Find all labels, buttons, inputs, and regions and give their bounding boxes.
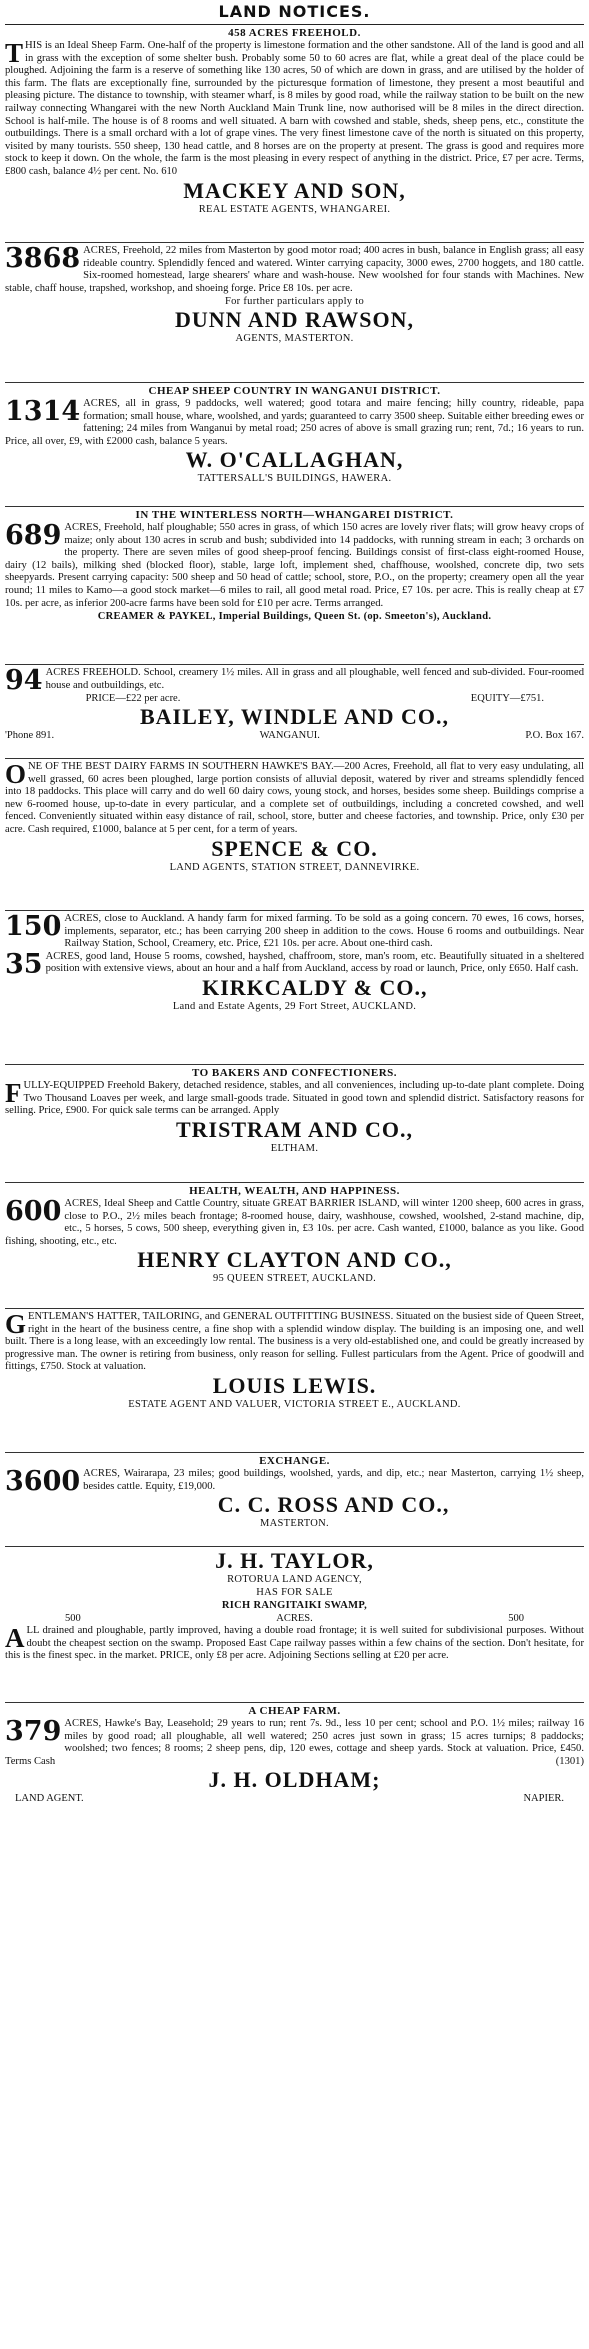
town: WANGANUI. (259, 730, 320, 742)
ad-body: ACRES, Ideal Sheep and Cattle Country, situate GREAT BARRIER ISLAND, will winter 1200 sheep, 600 acres in grass, close to P.O., 2½ miles beach frontage; 8-roomed house, dairy, washhouse, cowshed, woolshed, 2-stand machine, dip, etc., 5 horses, 5 cows, 500 sheep, everything given in, £3 10s. per acre. Cash wanted, £1000, balance as you like. Good fishing, shooting, etc., etc. (5, 1198, 584, 1247)
section-header: LAND NOTICES. (5, 0, 584, 25)
acreage-number: 150 (5, 911, 62, 942)
agent-address: AGENTS, MASTERTON. (235, 333, 354, 345)
acres-label: ACRES. (276, 1613, 313, 1624)
ad-kirkcaldy (5, 911, 584, 1065)
phone: 'Phone 891. (5, 730, 55, 742)
acreage-number: 94 (5, 665, 43, 696)
agent-name: DUNN AND RAWSON, (174, 307, 415, 333)
drop-cap: F (5, 1078, 22, 1108)
agent-address: Land and Estate Agents, 29 Fort Street, AUCKLAND. (172, 1000, 417, 1012)
agent-address: ELTHAM. (270, 1142, 319, 1154)
ad-caption: 458 ACRES FREEHOLD. (228, 27, 361, 39)
ad-body: NE OF THE BEST DAIRY FARMS IN SOUTHERN HAWKE'S BAY.—200 Acres, Freehold, all flat to very easy undulating, all well grassed, 60 acres been ploughed, large portion consists of alluvial deposit, watered by river and streams splendidly fenced into 18 paddocks. This place will carry and do well 60 dairy cows, young stock, and horses, besides some sheep. Buildings comprise a new 6-roomed house, up-to-date in every particular, and a complete set of outbuildings, including a concreted cowshed, and well fenced. Conveniently situated within easy distance of rail, school, store, butter and cheese factories, and township. Price, only £30 per acre. Cash required, £1000, balance at 5 per cent, for a term of years. (5, 761, 584, 835)
ad-body: ACRES, Wairarapa, 23 miles; good buildings, woolshed, yards, and dip, etc.; near Masterton, carrying 1½ sheep, besides cattle. Equity, £19,000. (83, 1468, 584, 1492)
drop-cap: A (5, 1623, 25, 1653)
agent-name: SPENCE & CO. (211, 835, 378, 861)
ad-mackey (5, 25, 584, 243)
ad-body: ACRES, all in grass, 9 paddocks, well watered; good totara and maire fencing; hilly country, rideable, papa formation; small house, whare, woolshed, and yards; guaranteed to carry 3500 sheep. Suitable either breeding ewes or fattening; 24 miles from Wanganui by metal road; 250 acres of above is small grazing run; rent, 7d.; 16 years to run. Price, all over, £9, with £2000 cash, balance 5 years. (5, 398, 584, 447)
agent-name: J. H. TAYLOR, (215, 1548, 374, 1573)
acres-left: 500 (65, 1613, 81, 1624)
agent-name: J. H. OLDHAM; (208, 1767, 381, 1793)
ad-body: ACRES, Freehold, 22 miles from Masterton by good motor road; 400 acres in bush, balance in English grass; all easy rideable country. Splendidly fenced and watered. Winter carrying capacity, 3000 ewes, 2700 hoggets, and 180 cattle. Six-roomed homestead, large shearers' whare and wash-house. New woolshed for four stands with Machines. New stable, chaff house, trapshed, workshop, and shoeing forge. Price £8 10s. per acre. (5, 245, 584, 294)
ad-ocallaghan (5, 383, 584, 507)
acres-right: 500 (508, 1613, 524, 1624)
agent-name: KIRKCALDY & CO., (202, 974, 428, 1000)
acreage-number: 600 (5, 1196, 62, 1227)
ad-body-2: ACRES, good land, House 5 rooms, cowshed, hayshed, chaffroom, store, man's room, etc. Beautifully situated in a sheltered position with extensive views, about an hour and a half from Auckland, access by road or launch, Price, only £650. Half cash. (45, 950, 584, 975)
acreage-number-2: 35 (5, 948, 43, 980)
ad-body: LL drained and ploughable, partly improved, having a double road frontage; it is well suited for subdivisional purposes. Without doubt the cheapest section on the swamp. Proposed East Cape railway passes within a few chains of the section. Don't hesitate, for this is the finest spec. in the market. PRICE, only £8 per acre. Adjoining Sections selling at £20 per acre. (5, 1625, 584, 1662)
ad-henry-clayton (5, 1183, 584, 1309)
ad-body: ACRES, close to Auckland. A handy farm for mixed farming. To be sold as a going concern. 70 ewes, 16 cows, horses, implements, separator, etc.; has been carrying 200 sheep in addition to the cows. House 6 rooms and outbuildings. Near Railway Station, School, Creamery, etc. Price, £21 10s. per acre. About one-third cash. (64, 913, 584, 950)
ad-caption: HEALTH, WEALTH, AND HAPPINESS. (189, 1185, 400, 1197)
ad-bailey-windle (5, 665, 584, 759)
agent-address: 95 QUEEN STREET, AUCKLAND. (212, 1273, 377, 1285)
agent-name: BAILEY, WINDLE AND CO., (139, 704, 450, 730)
ad-louis-lewis (5, 1309, 584, 1453)
agent-name: MACKEY AND SON, (183, 177, 406, 203)
agent-name: TRISTRAM AND CO., (175, 1116, 414, 1142)
po-box: P.O. Box 167. (525, 730, 584, 742)
acreage-number: 3600 (5, 1466, 81, 1497)
property-title: RICH RANGITAIKI SWAMP, (221, 1600, 368, 1611)
agent-address: TATTERSALL'S BUILDINGS, HAWERA. (197, 473, 392, 485)
acreage-number: 3868 (5, 243, 81, 274)
agent-address: MASTERTON. (260, 1518, 329, 1530)
agent-title: LAND AGENT. (15, 1793, 84, 1805)
ad-body: ACRES, Freehold, half ploughable; 550 acres in grass, of which 150 acres are lovely river flats; will grow heavy crops of maize; only about 130 acres in scrub and bush; subdivided into 14 paddocks, with running stream in each; 3 orchards on the property. There are seven miles of good sheep-proof fencing. Buildings consist of first-class eight-roomed House, dairy (12 bails), milking shed (blocked floor), stable, large loft, implement shed, chaffhouse, woolshed, concrete dip, two sets sheepyards. Present carrying capacity: 500 sheep and 50 head of cattle; school, store, P.O., on the property; creamery open all the year round; 11 miles to Kamo—a good stock market—6 miles to rail, all good metal road. Price, £7 10s. per acre. This is really cheap at £7 10s. per acre, as inferior 200-acre farms have been sold for £10 per acre. Terms arranged. (5, 522, 584, 609)
acreage-number: 379 (5, 1716, 62, 1747)
ad-body-text: ACRES, Hawke's Bay, Leasehold; 29 years to run; rent 7s. 9d., less 10 per cent; school and P.O. 1½ miles; railway 16 miles by good road; all ploughable, all well watered; 250 acres just sown in grass; 15 acres turnips; 8 paddocks; woolshed; two fences; 8 rooms; 2 sheep pens, dip, 120 ewes, cottage and sheep yards. Stock at valuation. Price, £450. Terms Cash (5, 1718, 584, 1767)
agent-town: NAPIER. (523, 1793, 564, 1805)
ad-spence (5, 759, 584, 911)
drop-cap: O (5, 759, 27, 789)
agent-name: C. C. ROSS AND CO., (217, 1492, 450, 1518)
agent-address: ESTATE AGENT AND VALUER, VICTORIA STREET E., AUCKLAND. (128, 1398, 461, 1410)
agent-address: REAL ESTATE AGENTS, WHANGAREI. (198, 203, 391, 215)
ad-oldham (5, 1703, 584, 1836)
ad-note: For further particulars apply to (224, 296, 365, 308)
agency-name: ROTORUA LAND AGENCY, (227, 1574, 362, 1585)
ad-body (5, 1718, 584, 1768)
agent-name: HENRY CLAYTON AND CO., (137, 1247, 452, 1273)
ad-caption: TO BAKERS AND CONFECTIONERS. (191, 1067, 398, 1079)
acreage-number: 689 (5, 520, 62, 551)
ad-caption: EXCHANGE. (259, 1455, 330, 1467)
agent-name: LOUIS LEWIS. (212, 1372, 377, 1398)
price-line: PRICE—£22 per acre. (85, 693, 181, 705)
ad-ross (5, 1453, 584, 1547)
agent-address: LAND AGENTS, STATION STREET, DANNEVIRKE. (169, 861, 420, 873)
ad-caption: A CHEAP FARM. (248, 1705, 341, 1717)
equity-line: EQUITY—£751. (470, 693, 544, 705)
ad-tristram (5, 1065, 584, 1183)
agent-name: W. O'CALLAGHAN, (185, 447, 404, 473)
ad-creamer-paykel (5, 507, 584, 665)
drop-cap: G (5, 1309, 27, 1339)
ad-dunn-rawson (5, 243, 584, 383)
ad-caption: CHEAP SHEEP COUNTRY IN WANGANUI DISTRICT. (148, 385, 441, 397)
ad-body: ACRES FREEHOLD. School, creamery 1½ miles. All in grass and all ploughable, well fenced and sub-divided. Four-roomed house and outbuildings, etc. (45, 667, 584, 691)
ad-caption: IN THE WINTERLESS NORTH—WHANGAREI DISTRICT. (135, 509, 454, 521)
acreage-number: 1314 (5, 396, 81, 427)
ad-body: ENTLEMAN'S HATTER, TAILORING, and GENERAL OUTFITTING BUSINESS. Situated on the busiest side of Queen Street, right in the heart of the business centre, a fine shop with a splendid window display. The building is an imposing one, and well built. There is a long lease, with an exceedingly low rental. The business is a very old-established one, and could be greatly increased by progressive man. The owner is retiring from business, only reason for selling. Fullest particulars from the Agent. Price of goodwill and fittings, £750. Stock at valuation. (5, 1311, 584, 1373)
drop-cap: T (5, 38, 24, 68)
ad-taylor (5, 1547, 584, 1703)
for-sale-line: HAS FOR SALE (256, 1587, 333, 1598)
ref-number: (1301) (555, 1755, 584, 1767)
agent-footer: CREAMER & PAYKEL, Imperial Buildings, Queen St. (op. Smeeton's), Auckland. (97, 611, 492, 623)
ad-body: ULLY-EQUIPPED Freehold Bakery, detached residence, stables, and all conveniences, including up-to-date plant complete. Doing Two Thousand Loaves per week, and large small-goods trade. Situated in good town and splendid district. Satisfactory reasons for selling. Price, £900. For quick sale terms can be arranged. Apply (5, 1080, 584, 1117)
ad-body: HIS is an Ideal Sheep Farm. One-half of the property is limestone formation and the other sandstone. All of the land is good and all in grass with the exception of some shelter bush. Probably some 50 to 60 acres are flat, while a great deal of the place could be ploughed. Adjoining the farm is a reserve of something like 130 acres, 50 of which are down in grass, and are utilised by the holder of this farm. The flats are exceptionally fine, surrounded by the picturesque formation of limestone, they present a most beautiful and pleasing picture. The distance to township, with steamer wharf, is 8 miles by good road, while the railway station to be built on the new railway connecting Whangarei with the new North Auckland Main Trunk line, now authorised will be 8 miles in the direct direction. School is half-mile. The house is of 8 rooms and well situated. A barn with cowshed and stable, sheds, sheep pens, etc., constitute the outbuildings. There is a small orchard with a lot of grape vines. The very finest limestone cave of the north is situated on this property, visited by many tourists. 550 sheep, 130 head cattle, and 8 horses are on the property at present. The grass is good and requires more stock to keep it down. On the whole, the farm is the most pleasing in every respect of anything in the district. Price, £7 per acre. Terms, £800 cash, balance 4½ per cent. No. 610 (5, 40, 584, 177)
